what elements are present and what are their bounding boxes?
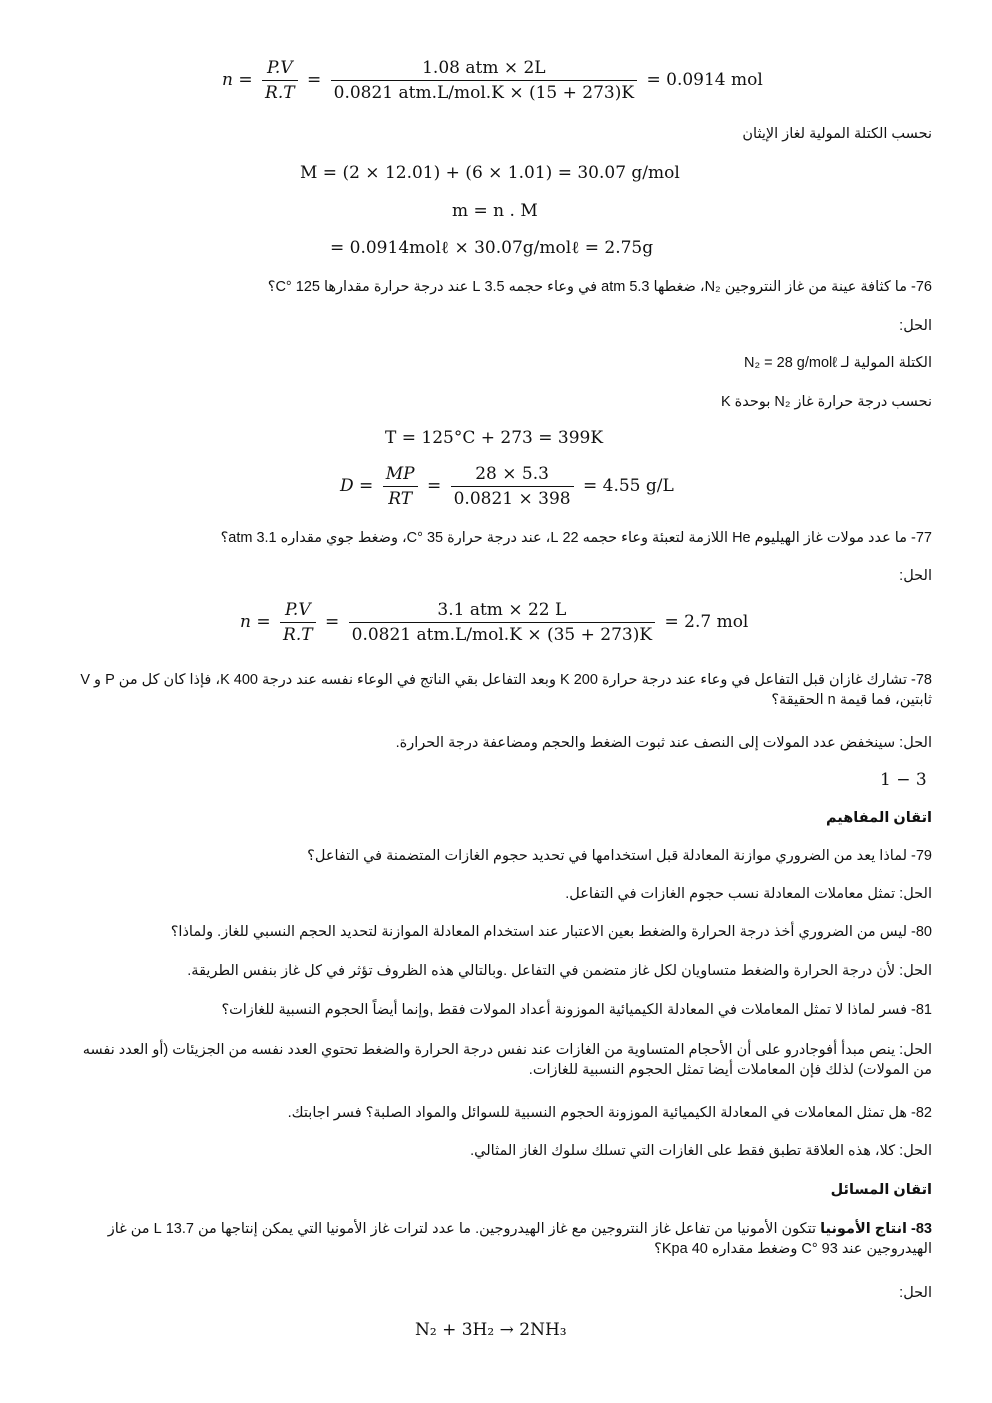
fraction: $\frac{\text{1.08 atm × 2L}}{\text{0.0821 atm.L/mol.K × (15 + 273)K}}$	[331, 58, 637, 103]
question-83-body: تتكون الأمونيا من تفاعل غاز النتروجين مع غاز الهيدروجين. ما عدد لترات غاز الأمونيا التي يمكن إنتاجها من 13.7 L من غاز الهيدروجين عند 93 °C وضغط مقداره 40 Kpa؟	[107, 1221, 932, 1257]
section-number: 1 − 3	[880, 770, 927, 790]
text-molar-mass-n2: الكتلة المولية لـ N₂ = 28 g/molℓ	[744, 355, 932, 371]
equation-moles-ethane: n = $\frac{P.V}{R.T}$ = $\frac{\text{1.08 atm × 2L}}{\text{0.0821 atm.L/mol.K × (15 + 273)K}}$ = 0.0914 mol	[222, 58, 763, 103]
equation-temperature: T = 125°C + 273 = 399K	[385, 428, 604, 448]
answer-80: الحل: لأن درجة الحرارة والضغط متساويان لكل غاز متضمن في التفاعل .وبالتالي هذه الظروف تؤثر في كل غاز بنفس الطريقة.	[187, 963, 932, 979]
text-molar-mass-ethane: نحسب الكتلة المولية لغاز الإيثان	[742, 126, 932, 142]
question-83-title: 83- انتاج الأمونيا	[820, 1221, 932, 1237]
answer-81: الحل: ينص مبدأ أفوجادرو على أن الأحجام المتساوية من الغازات عند نفس درجة الحرارة والضغط تحتوي العدد نفسه من الجزيئات (أو العدد نفسه من المولات) لذلك فإن المعاملات أيضا تمثل الحجوم النسبية للغازات.	[82, 1042, 932, 1078]
solution-label-76: الحل:	[899, 318, 932, 334]
question-79: 79- لماذا يعد من الضروري موازنة المعادلة قبل استخدامها في تحديد حجوم الغازات المتضمنة في التفاعل؟	[307, 848, 932, 864]
question-83	[60, 1219, 932, 1259]
answer-78: الحل: سينخفض عدد المولات إلى النصف عند ثبوت الضغط والحجم ومضاعفة درجة الحرارة.	[395, 735, 932, 751]
question-81: 81- فسر لماذا لا تمثل المعاملات في المعادلة الكيميائية الموزونة أعداد المولات فقط ,وإنما أيضاً الحجوم النسبية للغازات؟	[221, 1002, 932, 1018]
equation-moles-helium: n = $\frac{P.V}{R.T}$ = $\frac{\text{3.1 atm × 22 L}}{\text{0.0821 atm.L/mol.K × (35 + 273)K}}$ = 2.7 mol	[240, 600, 749, 645]
eq-lhs: n =	[222, 70, 253, 90]
text-temperature-n2: نحسب درجة حرارة غاز N₂ بوحدة K	[720, 394, 932, 410]
answer-82: الحل: كلا، هذه العلاقة تطبق فقط على الغازات التي تسلك سلوك الغاز المثالي.	[470, 1143, 932, 1159]
equation-density: D = $\frac{MP}{RT}$ = $\frac{28 \times 5.3}{0.0821 \times 398}$ = 4.55 g/L	[340, 464, 674, 509]
answer-79: الحل: تمثل معاملات المعادلة نسب حجوم الغازات في التفاعل.	[565, 886, 932, 902]
eq-result: = 0.0914 mol	[646, 70, 763, 90]
equation-ammonia-reaction: N₂ + 3H₂ → 2NH₃	[415, 1320, 567, 1340]
solution-label-83: الحل:	[899, 1285, 932, 1301]
question-76: 76- ما كثافة عينة من غاز النتروجين N₂، ضغطها 5.3 atm في وعاء حجمه 3.5 L عند درجة حرارة مقدارها 125 °C؟	[267, 279, 932, 295]
equation-mass-result: = 0.0914molℓ × 30.07g/molℓ = 2.75g	[330, 238, 654, 258]
heading-problem-mastery: اتقان المسائل	[830, 1182, 932, 1198]
equation-molar-mass: M = (2 × 12.01) + (6 × 1.01) = 30.07 g/mol	[300, 163, 680, 183]
question-82: 82- هل تمثل المعاملات في المعادلة الكيميائية الموزونة الحجوم النسبية للسوائل والمواد الصلبة؟ فسر اجابتك.	[287, 1105, 932, 1121]
question-78: 78- تشارك غازان قبل التفاعل في وعاء عند درجة حرارة 200 K وبعد التفاعل بقي الناتج في الوعاء نفسه عند درجة 400 K، فإذا كان كل من P و V ثابتين، فما قيمة n الحقيقة؟	[80, 672, 932, 708]
fraction: $\frac{P.V}{R.T}$	[262, 58, 298, 103]
solution-label-77: الحل:	[899, 568, 932, 584]
question-80: 80- ليس من الضروري أخذ درجة الحرارة والضغط بعين الاعتبار عند استخدام المعادلة الموازنة لتحديد الحجم النسبي للغاز. ولماذا؟	[170, 924, 932, 940]
question-77: 77- ما عدد مولات غاز الهيليوم He اللازمة لتعبئة وعاء حجمه 22 L، عند درجة حرارة 35 °C، وضغط جوي مقداره 3.1 atm؟	[220, 530, 932, 546]
heading-concept-mastery: اتقان المفاهيم	[825, 810, 932, 826]
equation-mass: m = n . M	[452, 201, 538, 221]
